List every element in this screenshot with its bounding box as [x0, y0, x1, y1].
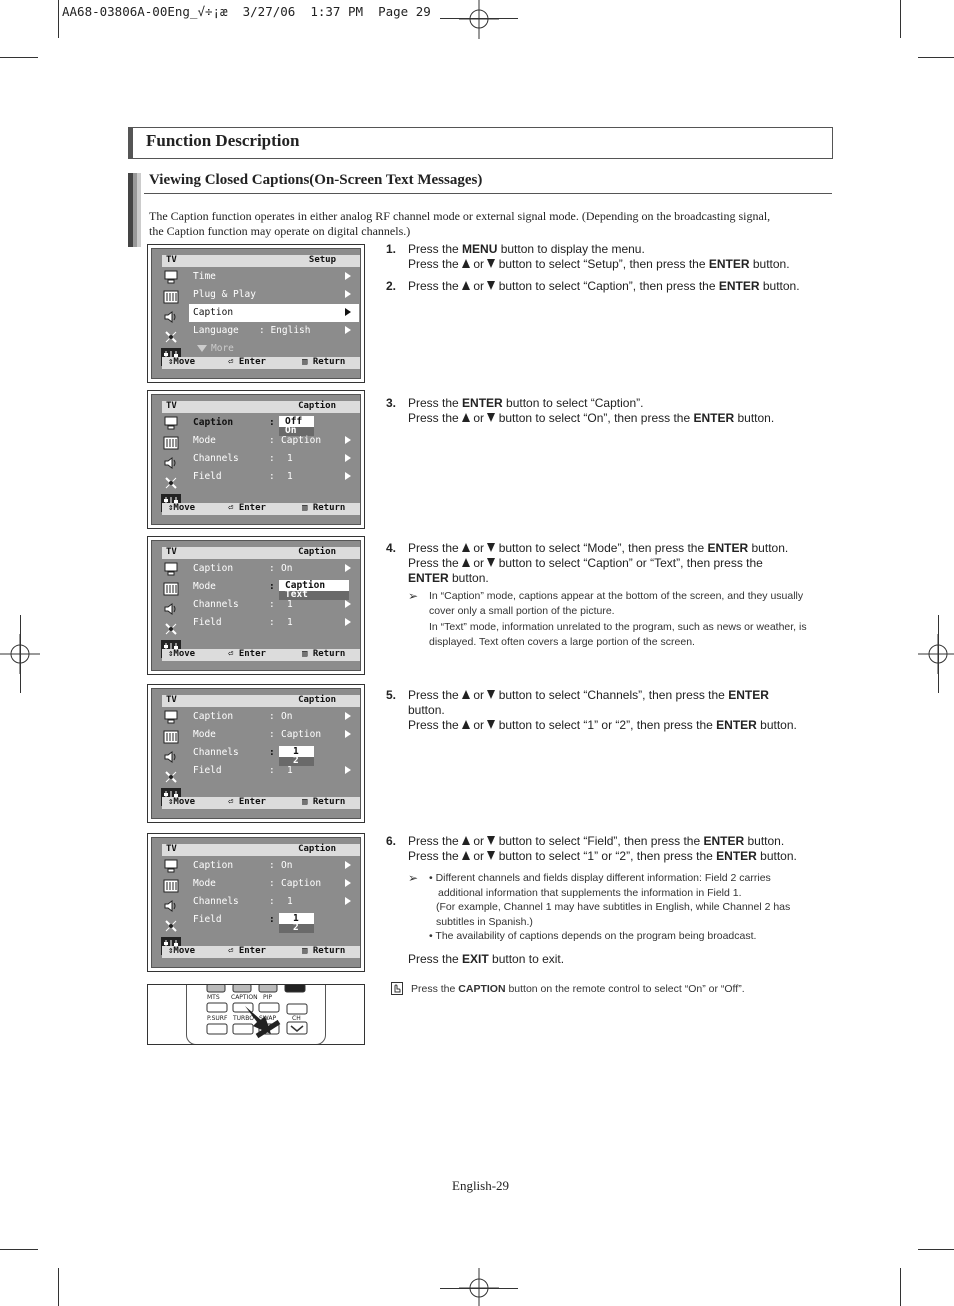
osd-menu-item-field[interactable] [189, 468, 359, 486]
osd-icon-column [160, 268, 182, 366]
picture-icon [161, 268, 181, 286]
sound-equalizer-icon [161, 580, 181, 598]
osd-menu-title: Caption [298, 547, 336, 557]
osd-item-label: Mode [193, 581, 216, 592]
step-line: Press the or button to select “Field”, then press the ENTER button. [408, 834, 785, 848]
arrow-right-icon [345, 897, 351, 905]
osd-footer [162, 357, 360, 369]
osd-item-colon: : [269, 435, 275, 446]
step-text [408, 396, 836, 426]
osd-item-label: Mode [193, 878, 216, 889]
registration-mark-icon [918, 634, 954, 674]
osd-item-value: On [281, 860, 293, 871]
step-line: ENTER button. [408, 571, 489, 585]
dropdown-option-on[interactable]: On [279, 427, 314, 436]
step-number: 3. [386, 396, 397, 410]
remote-buttons-icon [187, 984, 327, 1045]
up-arrow-icon [462, 558, 470, 567]
remote-label: MTS [207, 994, 220, 1001]
osd-menu-item-mode[interactable] [189, 578, 359, 600]
note-text: (For example, Channel 1 may have subtitles in English, while Channel 2 has [436, 901, 791, 913]
dropdown-option-2[interactable]: 2 [279, 924, 314, 933]
step-line: Press the or button to select “Setup”, then press the ENTER button. [408, 257, 790, 271]
dropdown-option-1[interactable]: 1 [279, 913, 314, 924]
return-label: Return [312, 357, 346, 367]
crop-mark [0, 57, 38, 58]
osd-menu-item-caption[interactable] [189, 414, 359, 436]
arrow-right-icon [345, 290, 351, 298]
move-hint: ⇕Move [168, 649, 196, 659]
dropdown-option-off[interactable]: Off [279, 416, 314, 427]
remote-body [186, 984, 326, 1045]
note-text: • The availability of captions depends on the program being broadcast. [429, 930, 757, 942]
osd-title-bar [162, 255, 360, 267]
arrow-right-icon [345, 436, 351, 444]
dropdown-option-text[interactable]: Text [279, 591, 349, 600]
arrow-right-icon [345, 600, 351, 608]
osd-title-bar [162, 401, 360, 413]
osd-menu-item-language[interactable] [189, 322, 359, 340]
arrow-right-icon [345, 326, 351, 334]
osd-item-value: 1 [287, 599, 293, 610]
antenna-channel-icon [161, 620, 181, 638]
up-arrow-icon [462, 413, 470, 422]
osd-item-value: 1 [287, 765, 293, 776]
step-line: Press the or button to select “Channels”, then press the ENTER [408, 688, 769, 702]
return-hint: ▥ Return [302, 797, 346, 807]
osd-item-label: Caption [193, 711, 234, 722]
osd-item-colon: : [269, 711, 275, 722]
osd-item-label: Caption [193, 860, 234, 871]
enter-hint: ⏎ Enter [228, 503, 266, 513]
osd-menu-item-field[interactable] [189, 614, 359, 632]
osd-footer [162, 503, 360, 515]
arrow-right-icon [345, 472, 351, 480]
step-5 [386, 688, 836, 733]
osd-icon-column [160, 560, 182, 658]
step-number: 1. [386, 242, 397, 256]
registration-mark-icon [459, 0, 499, 39]
osd-title-bar [162, 547, 360, 559]
osd-menu-item-caption[interactable] [189, 560, 359, 578]
osd-item-label: Time [193, 271, 216, 282]
enter-hint: ⏎ Enter [228, 649, 266, 659]
crop-mark [918, 1249, 954, 1250]
osd-menu-item-channels[interactable] [189, 596, 359, 614]
osd-screen-caption-field [147, 833, 365, 972]
arrow-right-icon [345, 454, 351, 462]
antenna-channel-icon [161, 917, 181, 935]
move-label: Move [173, 357, 196, 367]
note-arrow-icon: ➢ [408, 871, 419, 885]
return-hint: ▥ Return [302, 946, 346, 956]
enter-label: Enter [238, 503, 266, 513]
antenna-channel-icon [161, 768, 181, 786]
osd-menu-item-caption[interactable] [189, 304, 359, 322]
osd-item-colon: : [269, 729, 275, 740]
sound-equalizer-icon [161, 288, 181, 306]
picture-icon [161, 857, 181, 875]
remote-control-illustration [147, 984, 365, 1045]
step-1 [386, 242, 836, 272]
osd-item-colon: : [269, 914, 275, 925]
osd-menu-title: Setup [308, 255, 336, 265]
remote-note: Press the CAPTION button on the remote control to select “On” or “Off”. [391, 982, 831, 997]
step-line: Press the ENTER button to select “Caption”. [408, 396, 644, 410]
osd-menu-item-channels[interactable] [189, 893, 359, 911]
step-text [408, 279, 836, 294]
osd-menu-title: Caption [298, 401, 336, 411]
osd-item-value: 1 [287, 617, 293, 628]
registration-mark-icon [0, 634, 40, 674]
osd-item-label: Channels [193, 599, 239, 610]
sound-equalizer-icon [161, 434, 181, 452]
up-arrow-icon [462, 851, 470, 860]
osd-bezel [151, 837, 361, 968]
osd-menu-item-caption[interactable] [189, 857, 359, 875]
move-label: Move [173, 797, 196, 807]
step-number: 2. [386, 279, 397, 293]
move-hint: ⇕Move [168, 503, 196, 513]
arrow-right-icon [345, 308, 351, 316]
osd-menu-item-caption[interactable] [189, 708, 359, 726]
antenna-channel-icon [161, 474, 181, 492]
crop-mark [918, 57, 954, 58]
osd-menu-list [189, 268, 359, 358]
subsection-title: Viewing Closed Captions(On-Screen Text Messages) [149, 172, 483, 188]
subsection-divider [144, 193, 832, 194]
remote-label: PIP [263, 994, 273, 1001]
up-arrow-icon [462, 543, 470, 552]
osd-item-value: 1 [287, 453, 293, 464]
step-number: 5. [386, 688, 397, 702]
remote-label: CH [292, 1015, 301, 1022]
antenna-channel-icon [161, 328, 181, 346]
osd-menu-list [189, 414, 359, 486]
section-side-bar [128, 173, 141, 247]
osd-item-label: Channels [193, 453, 239, 464]
step-6 [386, 834, 836, 864]
registration-mark-icon [459, 1268, 499, 1306]
arrow-right-icon [345, 272, 351, 280]
intro-line: the Caption function may operate on digital channels.) [149, 224, 411, 238]
intro-line: The Caption function operates in either analog RF channel mode or external signal mode. (Depending on the broadcasting signal, [149, 209, 771, 223]
osd-item-value: Caption [281, 435, 322, 446]
speaker-icon [161, 454, 181, 472]
enter-label: Enter [238, 649, 266, 659]
osd-menu-item-mode[interactable] [189, 726, 359, 744]
osd-menu-item-plug-play[interactable] [189, 286, 359, 304]
step-6-note [408, 871, 828, 944]
osd-menu-item-channels[interactable] [189, 450, 359, 468]
move-label: Move [173, 649, 196, 659]
osd-item-colon: : [269, 599, 275, 610]
remote-label: SWAP [259, 1015, 277, 1022]
osd-tv-label: TV [166, 695, 177, 705]
osd-item-label: Field [193, 617, 222, 628]
osd-item-colon: : [269, 617, 275, 628]
crop-mark [900, 1268, 901, 1306]
picture-icon [161, 414, 181, 432]
osd-more-label: More [211, 343, 234, 354]
osd-item-value: : English [259, 325, 311, 336]
osd-item-colon: : [269, 878, 275, 889]
speaker-icon [161, 897, 181, 915]
up-arrow-icon [462, 281, 470, 290]
osd-menu-list [189, 560, 359, 632]
osd-item-colon: : [269, 563, 275, 574]
osd-menu-list [189, 857, 359, 933]
section-title: Function Description [146, 131, 300, 150]
dropdown-option-2[interactable]: 2 [279, 757, 314, 766]
osd-item-label: Channels [193, 747, 239, 758]
picture-icon [161, 560, 181, 578]
up-arrow-icon [462, 720, 470, 729]
step-line: Press the or button to select “Mode”, then press the ENTER button. [408, 541, 789, 555]
osd-menu-item-field[interactable] [189, 911, 359, 933]
step-number: 6. [386, 834, 397, 848]
arrow-right-icon [345, 861, 351, 869]
osd-item-colon: : [269, 860, 275, 871]
arrow-right-icon [345, 564, 351, 572]
osd-bezel [151, 248, 361, 379]
crop-mark [0, 1249, 38, 1250]
osd-item-colon: : [269, 453, 275, 464]
return-hint: ▥ Return [302, 503, 346, 513]
osd-item-label: Field [193, 914, 222, 925]
step-line: Press the or button to select “Caption” or “Text”, then press the [408, 556, 763, 570]
crop-mark [58, 0, 59, 38]
osd-screen-setup [147, 244, 365, 383]
osd-menu-more[interactable] [189, 340, 359, 358]
osd-title-bar [162, 695, 360, 707]
osd-menu-list [189, 708, 359, 780]
osd-screen-caption-onoff [147, 390, 365, 529]
note-text: • Different channels and fields display different information: Field 2 carries [429, 872, 771, 884]
osd-icon-column [160, 414, 182, 512]
osd-tv-label: TV [166, 401, 177, 411]
step-line: button. [408, 703, 445, 717]
enter-label: Enter [238, 946, 266, 956]
enter-hint: ⏎ Enter [228, 797, 266, 807]
osd-bezel [151, 394, 361, 525]
osd-menu-item-channels[interactable] [189, 744, 359, 766]
osd-item-colon: : [269, 581, 275, 592]
osd-tv-label: TV [166, 255, 177, 265]
move-hint: ⇕Move [168, 357, 196, 367]
osd-item-label: Mode [193, 729, 216, 740]
dropdown-option-caption[interactable]: Caption [279, 580, 349, 591]
step-line: Press the or button to select “1” or “2”, then press the ENTER button. [408, 718, 797, 732]
speaker-icon [161, 748, 181, 766]
return-label: Return [312, 797, 346, 807]
arrow-right-icon [345, 618, 351, 626]
osd-item-label: Plug & Play [193, 289, 256, 300]
osd-footer [162, 649, 360, 661]
step-text [408, 834, 836, 864]
step-number: 4. [386, 541, 397, 555]
enter-hint: ⏎ Enter [228, 946, 266, 956]
osd-bezel [151, 688, 361, 819]
step-text [408, 541, 836, 586]
move-label: Move [173, 946, 196, 956]
osd-tv-label: TV [166, 844, 177, 854]
osd-item-label: Caption [193, 417, 234, 428]
return-label: Return [312, 649, 346, 659]
move-label: Move [173, 503, 196, 513]
up-arrow-icon [462, 836, 470, 845]
remote-label: CAPTION [231, 994, 258, 1001]
osd-item-label: Language [193, 325, 239, 336]
step-text [408, 242, 836, 272]
osd-item-colon: : [269, 765, 275, 776]
osd-item-value: 1 [287, 471, 293, 482]
step-text [408, 688, 836, 733]
arrow-right-icon [345, 879, 351, 887]
up-arrow-icon [462, 259, 470, 268]
note-text: subtitles in Spanish.) [436, 915, 533, 928]
step-line: Press the or button to select “On”, then press the ENTER button. [408, 411, 775, 425]
osd-item-label: Field [193, 471, 222, 482]
osd-item-label: Channels [193, 896, 239, 907]
intro-paragraph [149, 209, 819, 239]
arrow-right-icon [345, 730, 351, 738]
osd-item-value: 1 [287, 896, 293, 907]
osd-item-label: Caption [193, 307, 234, 318]
osd-item-colon: : [269, 471, 275, 482]
note-arrow-icon: ➢ [408, 589, 419, 603]
osd-dropdown[interactable] [279, 913, 314, 933]
note-text: In “Caption” mode, captions appear at the bottom of the screen, and they usually cover only a small portion of the picture. [429, 590, 804, 617]
osd-menu-title: Caption [298, 695, 336, 705]
page-number: English-29 [452, 1178, 510, 1193]
osd-tv-label: TV [166, 547, 177, 557]
speaker-icon [161, 308, 181, 326]
remote-hand-icon [391, 982, 403, 999]
osd-title-bar [162, 844, 360, 856]
osd-item-value: Caption [281, 729, 322, 740]
move-hint: ⇕Move [168, 946, 196, 956]
crop-mark [58, 1268, 59, 1306]
return-hint: ▥ Return [302, 357, 346, 367]
osd-menu-item-time[interactable] [189, 268, 359, 286]
enter-label: Enter [238, 797, 266, 807]
osd-item-label: Mode [193, 435, 216, 446]
osd-item-label: Caption [193, 563, 234, 574]
note-text: additional information that supplements the information in Field 1. [438, 886, 742, 899]
osd-menu-item-field[interactable] [189, 762, 359, 780]
exit-instruction: Press the EXIT button to exit. [408, 952, 565, 966]
osd-item-colon: : [269, 417, 275, 428]
step-line: Press the or button to select “1” or “2”, then press the ENTER button. [408, 849, 797, 863]
step-3 [386, 396, 836, 426]
enter-hint: ⏎ Enter [228, 357, 266, 367]
move-hint: ⇕Move [168, 797, 196, 807]
step-4 [386, 541, 836, 586]
osd-icon-column [160, 708, 182, 806]
sound-equalizer-icon [161, 728, 181, 746]
osd-menu-title: Caption [298, 844, 336, 854]
osd-item-colon: : [269, 747, 275, 758]
picture-icon [161, 708, 181, 726]
return-hint: ▥ Return [302, 649, 346, 659]
step-line: Press the MENU button to display the menu. [408, 242, 645, 256]
step-line: Press the or button to select “Caption”, then press the ENTER button. [408, 279, 800, 293]
osd-screen-caption-channels [147, 684, 365, 823]
up-arrow-icon [462, 690, 470, 699]
printer-header: AA68-03806A-00Eng_√÷¡æ 3/27/06 1:37 PM Page 29 [62, 4, 431, 19]
osd-item-value: On [281, 711, 293, 722]
osd-item-label: Field [193, 765, 222, 776]
osd-footer [162, 797, 360, 809]
note-text: In “Text” mode, information unrelated to the program, such as news or weather, is displayed. Text often covers a large portion of the screen. [429, 621, 807, 648]
remote-label: TURBO [233, 1015, 254, 1022]
sound-equalizer-icon [161, 877, 181, 895]
more-down-icon [197, 345, 207, 352]
return-label: Return [312, 946, 346, 956]
remote-label: P.SURF [207, 1015, 228, 1022]
osd-icon-column [160, 857, 182, 955]
enter-label: Enter [238, 357, 266, 367]
osd-item-colon: : [269, 896, 275, 907]
osd-item-value: Caption [281, 878, 322, 889]
arrow-right-icon [345, 712, 351, 720]
osd-footer [162, 946, 360, 958]
speaker-icon [161, 600, 181, 618]
arrow-right-icon [345, 766, 351, 774]
crop-mark [900, 0, 901, 38]
osd-bezel [151, 540, 361, 671]
step-4-note [408, 589, 828, 649]
osd-item-value: On [281, 563, 293, 574]
osd-screen-caption-mode [147, 536, 365, 675]
step-2 [386, 279, 836, 294]
return-label: Return [312, 503, 346, 513]
dropdown-option-1[interactable]: 1 [279, 746, 314, 757]
osd-menu-item-mode[interactable] [189, 432, 359, 450]
osd-menu-item-mode[interactable] [189, 875, 359, 893]
